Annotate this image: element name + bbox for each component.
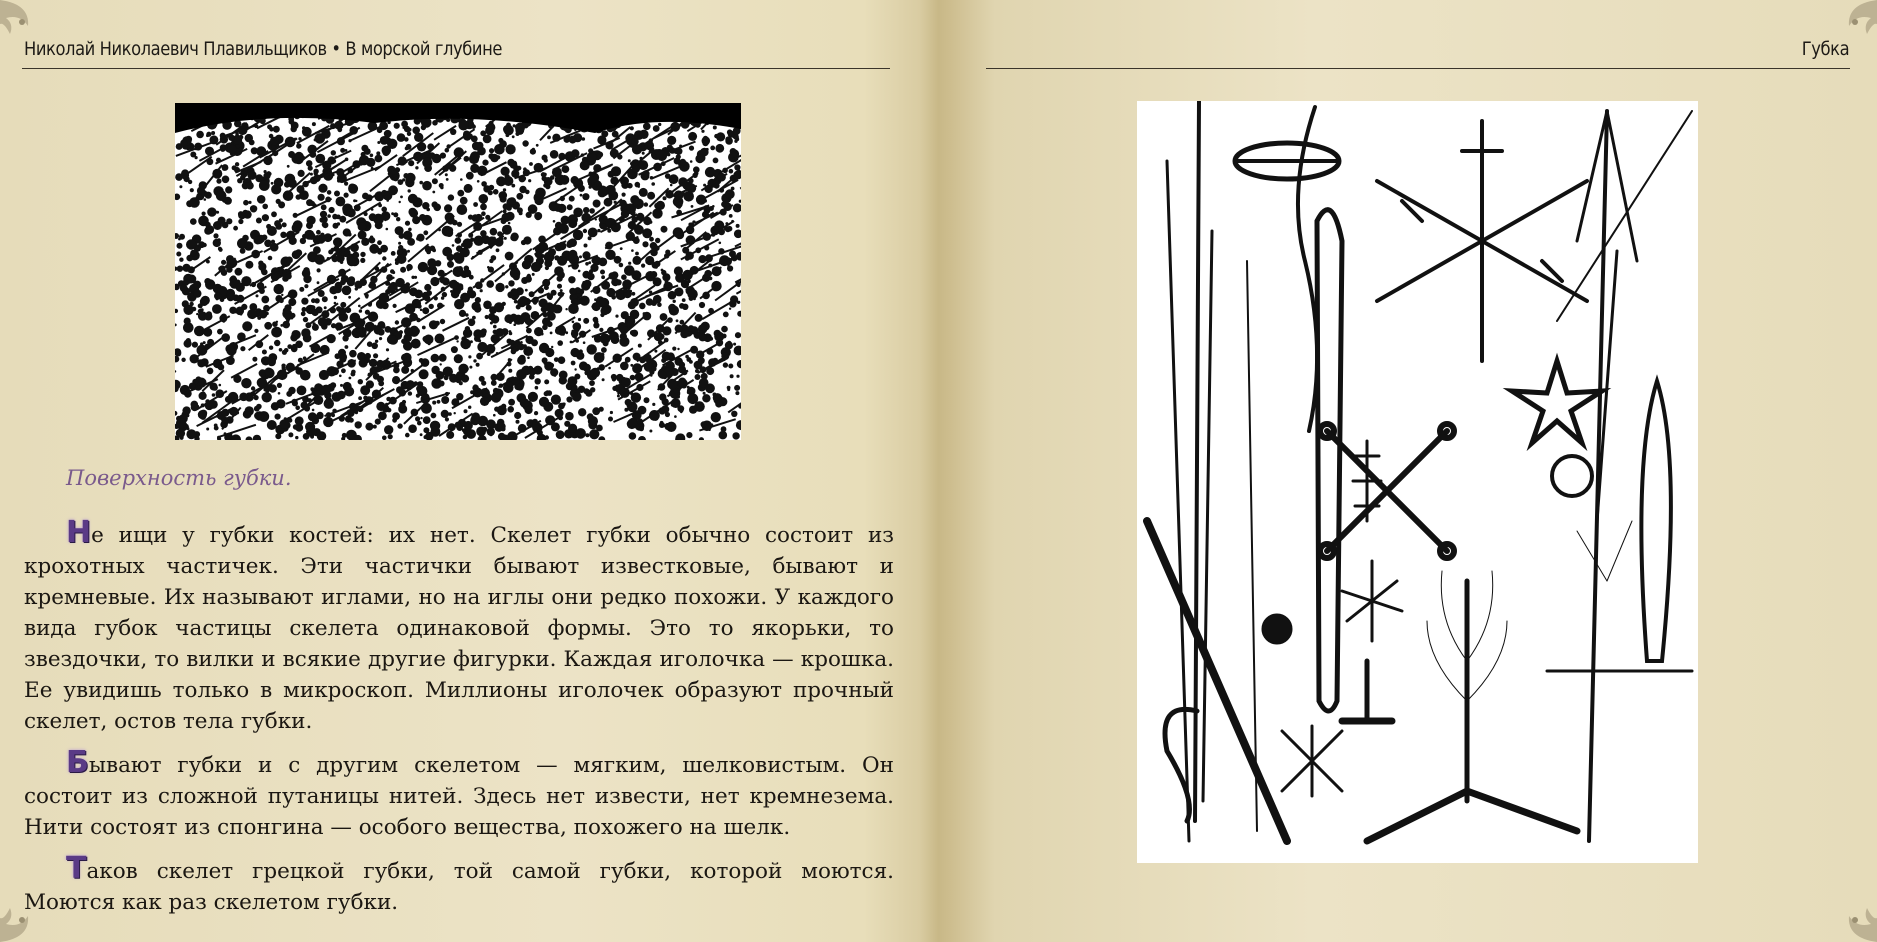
sponge-spicules-illustration: [1137, 101, 1698, 863]
chapter-header-title: Губка: [1801, 38, 1849, 60]
paragraph: [24, 851, 894, 918]
drop-cap-initial: Б: [66, 745, 89, 780]
corner-ornament-icon: [1817, 882, 1877, 942]
paragraph: [24, 515, 894, 737]
right-page: [938, 0, 1877, 942]
figure-caption: Поверхность губки.: [66, 466, 292, 490]
header-rule: [22, 68, 890, 69]
book-header-title: Николай Николаевич Плавильщиков • В морской глубине: [24, 38, 502, 60]
paragraph-text: е ищи у губки костей: их нет. Скелет губки обычно состоит из крохотных частичек. Эти частички бывают известковые, бывают и кремневые. Их называют иглами, но на иглы они редко похожи. У каждого вида губок частицы скелета одинаковой формы. Это то якорьки, то звездочки, то вилки и всякие другие фигурки. Каждая иголочка — крошка. Ее увидишь только в микроскоп. Миллионы иголочек образуют прочный скелет, остов тела губки.: [24, 523, 894, 734]
paragraph: [24, 745, 894, 843]
drop-cap-initial: Н: [66, 515, 92, 550]
left-page: [0, 0, 938, 942]
body-text: [24, 515, 894, 931]
drop-cap-initial: Т: [66, 851, 87, 886]
paragraph-text: аков скелет грецкой губки, той самой губки, которой моются. Моются как раз скелетом губки.: [24, 859, 894, 915]
sponge-surface-illustration: [175, 103, 741, 440]
paragraph-text: ывают губки и с другим скелетом — мягким, шелковистым. Он состоит из сложной путаницы нитей. Здесь нет извести, нет кремнезема. Нити состоят из спонгина — особого вещества, похожего на шелк.: [24, 753, 894, 840]
header-rule: [986, 68, 1850, 69]
